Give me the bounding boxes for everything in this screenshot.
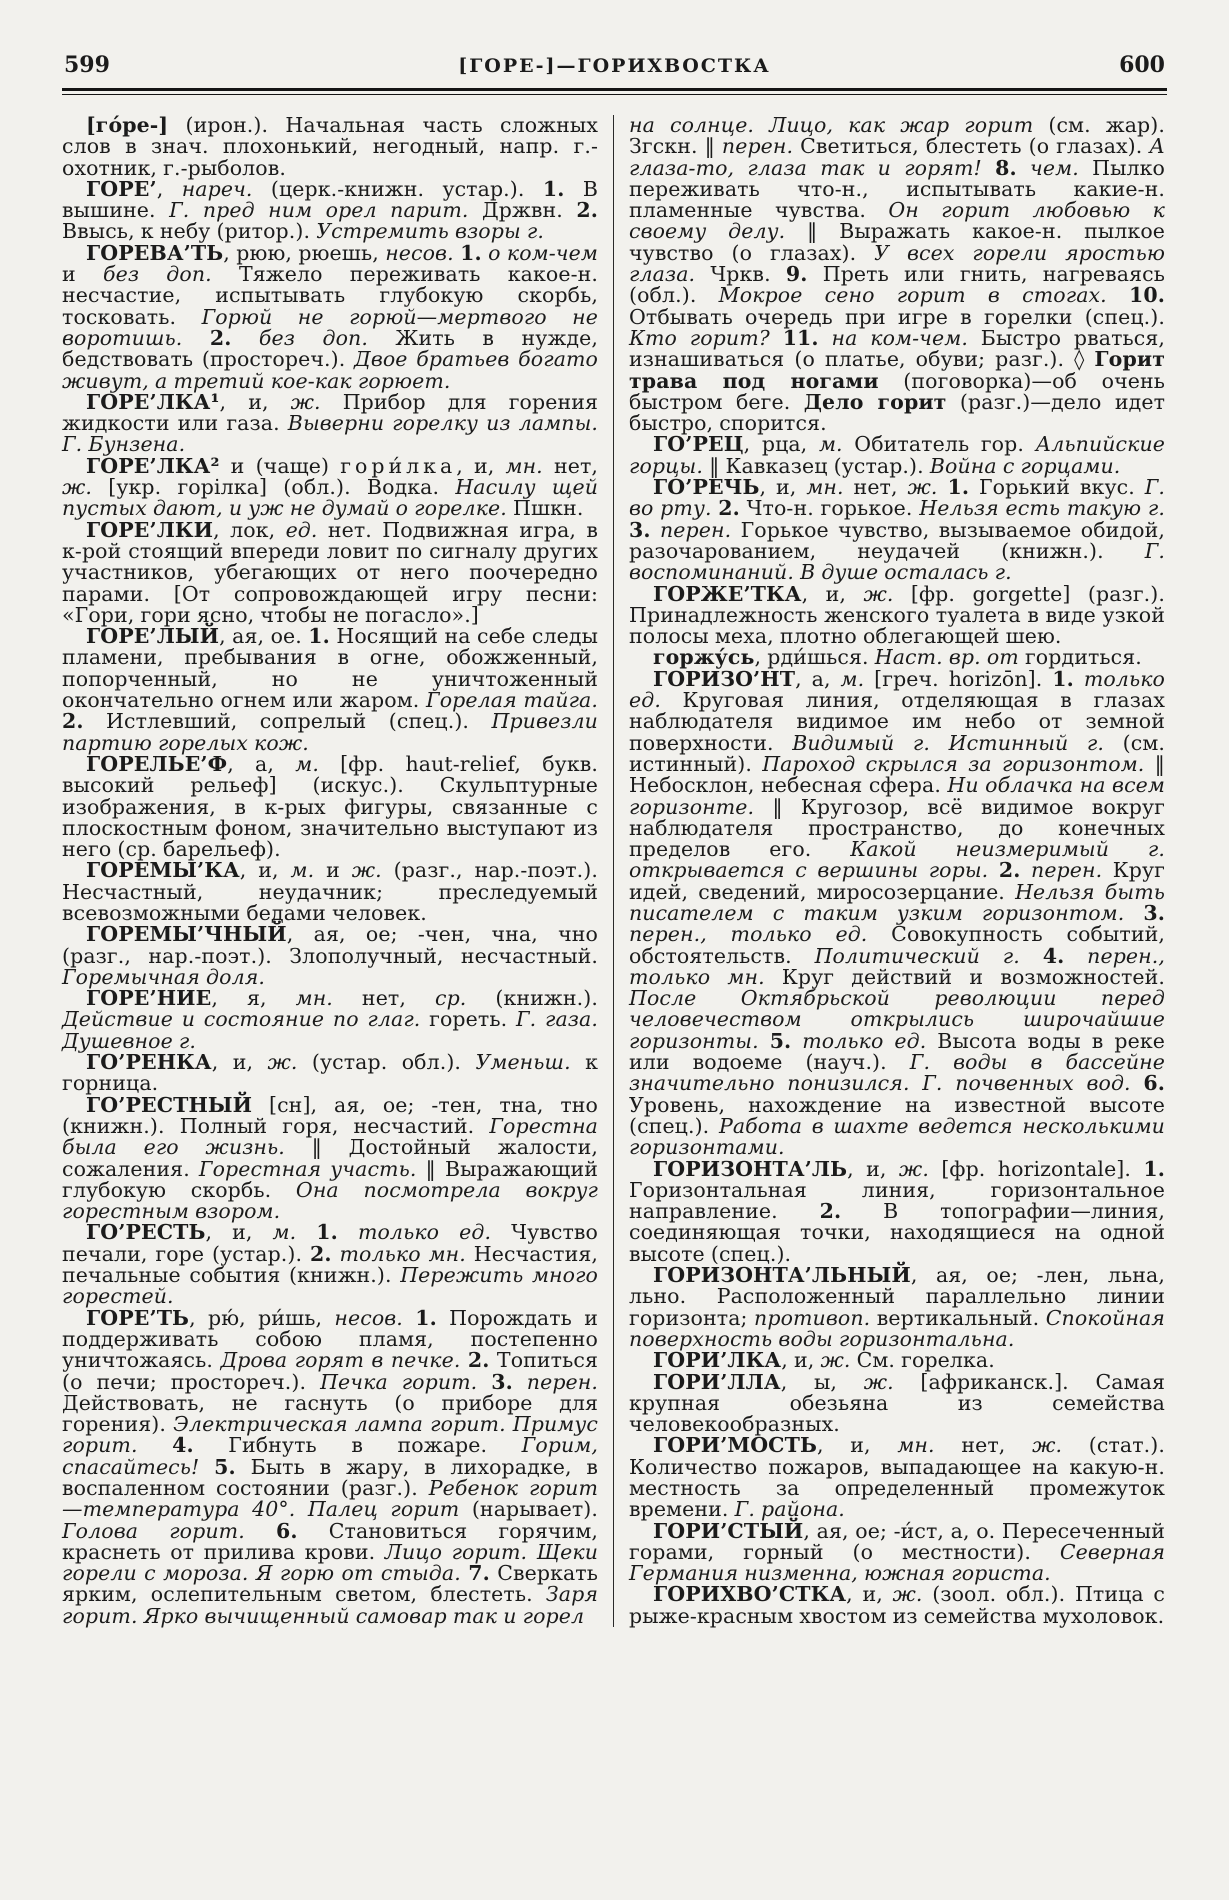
dictionary-entry: ГО’РЕСТНЫЙ [сн], ая, ое; -тен, тна, тно (книжн.). Полный горя, несчастий. Горестна была его жизнь. ‖ Достойный жалости, сожаления. Горестная участь. ‖ Выражающий глубокую скорбь. Она посмотрела вокруг горестным взором. xyxy=(62,1092,599,1224)
dictionary-entry: ГОРИ’ЛКА, и, ж. См. горелка. xyxy=(653,1348,995,1373)
page-number-right: 600 xyxy=(1119,52,1165,78)
dictionary-entry: ГОРИЗОНТА’ЛЬНЫЙ, ая, ое; -лен, льна, льно. Расположенный параллельно линии горизонта; противоп. вертикальный. Спокойная поверхность воды горизонтальна. xyxy=(629,1263,1165,1351)
dictionary-entry: ГОРИ’ЛЛА, ы, ж. [африканск.]. Самая крупная обезьяна из семейства человекообразных. xyxy=(629,1369,1165,1437)
dictionary-entry: горжу́сь, рди́шься. Наст. вр. от гордиться. xyxy=(653,645,1142,670)
dictionary-entry: ГОРЕ’ЛКИ, лок, ед. нет. Подвижная игра, в к-рой стоящий впереди ловит по сигналу других участников, убегающих от него поочередно парами. [От сопровождающей игру песни: «Гори, гори ясно, чтобы не погасло».] xyxy=(62,517,598,627)
dictionary-entry: ГОРЕ’ЛКА¹, и, ж. Прибор для горения жидкости или газа. Выверни горелку из лампы. Г. Бунзена. xyxy=(62,389,599,457)
text-columns xyxy=(62,115,1167,1627)
dictionary-entry: ГО’РЕНКА, и, ж. (устар. обл.). Уменьш. к горница. xyxy=(62,1050,598,1096)
dictionary-entry: ГОРЕ’ЛЫЙ, ая, ое. 1. Носящий на себе следы пламени, пребывания в огне, обожженный, попорченный, но не уничтоженный окончательно огнем или жаром. Горелая тайга. 2. Истлевший, сопрелый (спец.). Привезли партию горелых кож. xyxy=(62,624,598,755)
dictionary-entry: ГО’РЕЧЬ, и, мн. нет, ж. 1. Горький вкус. Г. во рту. 2. Что-н. горькое. Нельзя есть такую г. 3. перен. Горькое чувство, вызываемое обидой, разочарованием, неудачей (книжн.). Г. воспоминаний. В душе осталась г. xyxy=(629,475,1165,585)
dictionary-entry: ГОРИ’СТЫЙ, ая, ое; -и́ст, а, о. Пересеченный горами, горный (о местности). Северная Германия низменна, южная гориста. xyxy=(629,1518,1165,1586)
page-number-left: 599 xyxy=(64,52,110,78)
dictionary-entry: ГОРЕ’НИЕ, я, мн. нет, ср. (книжн.). Действие и состояние по глаг. гореть. Г. газа. Душевное г. xyxy=(62,986,598,1053)
dictionary-entry: ГО’РЕЦ, рца, м. Обитатель гор. Альпийские горцы. ‖ Кавказец (устар.). Война с горцами. xyxy=(629,432,1166,478)
dictionary-entry: ГО’РЕСТЬ, и, м. 1. только ед. Чувство печали, горе (устар.). 2. только мн. Несчастия, печальные события (книжн.). Пережить много горестей. xyxy=(62,1220,598,1309)
dictionary-entry: ГОРЕЛЬЕ’Ф, а, м. [фр. haut-relief, букв. высокий рельеф] (искус.). Скульптурные изображения, в к-рых фигуры, связанные с плоскостным фоном, значительно выступают из него (ср. барельеф). xyxy=(62,751,598,862)
dictionary-entry: ГОРИЗО’НТ, а, м. [греч. horizōn]. 1. только ед. Круговая линия, отделяющая в глазах наблюдателя видимое им небо от земной поверхности. Видимый г. Истинный г. (см. истинный). Пароход скрылся за горизонтом. ‖ Небосклон, небесная сфера. Ни облачка на всем горизонте. ‖ Кругозор, всё видимое вокруг наблюдателя пространство, до конечных пределов его. Какой неизмеримый г. открывается с вершины горы. 2. перен. Круг идей, сведений, миросозерцание. Нельзя быть писателем с таким узким горизонтом. 3. перен., только ед. Совокупность событий, обстоятельств. Политический г. 4. перен., только мн. Круг действий и возможностей. После Октябрьской революции перед человечеством открылись широчайшие горизонты. 5. только ед. Высота воды в реке или водоеме (науч.). Г. воды в бассейне значительно понизился. Г. почвенных вод. 6. Уровень, нахождение на известной высоте (спец.). Работа в шахте ведется несколькими горизонтами. xyxy=(629,666,1166,1160)
page-header xyxy=(64,52,1165,78)
dictionary-entry: ГОРЕ’, нареч. (церк.-книжн. устар.). 1. В вышине. Г. пред ним орел парит. Држвн. 2. Ввысь, к небу (ритор.). Устремить взоры г. xyxy=(62,176,599,244)
dictionary-entry: на солнце. Лицо, как жар горит (см. жар). Згскн. ‖ перен. Светиться, блестеть (о глазах). А глаза-то, глаза так и горят! 8. чем. Пылко переживать что-н., испытывать какие-н. пламенные чувства. Он горит любовью к своему делу. ‖ Выражать какое-н. пылкое чувство (о глазах). У всех горели яростью глаза. Чркв. 9. Преть или гнить, нагреваясь (обл.). Мокрое сено горит в стогах. 10. Отбывать очередь при игре в горелки (спец.). Кто горит? 11. на ком-чем. Быстро рваться, изнашиваться (о платье, обуви; разг.). ◊ Горит трава под ногами (поговорка)—об очень быстром беге. Дело горит (разг.)—дело идет быстро, спорится. xyxy=(629,113,1166,436)
dictionary-entry: ГОРЕМЫ’ЧНЫЙ, ая, ое; -чен, чна, чно (разг., нар.-поэт.). Злополучный, несчастный. Горемычная доля. xyxy=(62,922,598,989)
dictionary-entry: ГОРЕМЫ’КА, и, м. и ж. (разг., нар.-поэт.). Несчастный, неудачник; преследуемый всевозможными бедами человек. xyxy=(62,858,598,925)
dictionary-entry: ГОРИЗОНТА’ЛЬ, и, ж. [фр. horizontale]. 1. Горизонтальная линия, горизонтальное направление. 2. В топографии—линия, соединяющая точки, находящиеся на одной высоте (спец.). xyxy=(629,1156,1166,1266)
dictionary-entry: [гóре-] (ирон.). Начальная часть сложных слов в знач. плохонький, негодный, напр. г.-охотник, г.-рыболов. xyxy=(62,113,598,180)
column-right xyxy=(629,115,1165,1627)
running-head: [ГОРЕ-]—ГОРИХВОСТКА xyxy=(458,55,771,77)
dictionary-entry: ГОРИХВО’СТКА, и, ж. (зоол. обл.). Птица с рыже-красным хвостом из семейства мухоловок. xyxy=(629,1582,1165,1628)
dictionary-entry: ГОРИ’МОСТЬ, и, мн. нет, ж. (стат.). Количество пожаров, выпадающее на какую-н. местность за определенный промежуток времени. Г. района. xyxy=(629,1433,1165,1522)
column-left xyxy=(62,115,598,1627)
header-rule xyxy=(62,88,1167,95)
dictionary-entry: ГОРЕ’ЛКА² и (чаще) гори́лка, и, мн. нет, ж. [укр. горілка] (обл.). Водка. Насилу щей пустых дают, и уж не думай о горелке. Пшкн. xyxy=(62,453,598,521)
column-divider xyxy=(613,115,614,1627)
dictionary-entry: ГОРЖЕ’ТКА, и, ж. [фр. gorgette] (разг.). Принадлежность женского туалета в виде узкой полосы меха, плотно облегающей шею. xyxy=(629,581,1165,649)
dictionary-entry: ГОРЕ’ТЬ, рю́, ри́шь, несов. 1. Порождать и поддерживать собою пламя, постепенно уничтожаясь. Дрова горят в печке. 2. Топиться (о печи; простореч.). Печка горит. 3. перен. Действовать, не гаснуть (о приборе для горения). Электрическая лампа горит. Примус горит. 4. Гибнуть в пожаре. Горим, спасайтесь! 5. Быть в жару, в лихорадке, в воспаленном состоянии (разг.). Ребенок горит—температура 40°. Палец горит (нарывает). Голова горит. 6. Становиться горячим, краснеть от прилива крови. Лицо горит. Щеки горели с мороза. Я горю от стыда. 7. Сверкать ярким, ослепительным светом, блестеть. Заря горит. Ярко вычищенный самовар так и горел xyxy=(62,1305,599,1628)
dictionary-entry: ГОРЕВА’ТЬ, рюю, рюешь, несов. 1. о ком-чем и без доп. Тяжело переживать какое-н. несчастие, испытывать глубокую скорбь, тосковать. Горюй не горюй—мертвого не воротишь. 2. без доп. Жить в нужде, бедствовать (простореч.). Двое братьев богато живут, а третий кое-как горюет. xyxy=(62,240,599,393)
